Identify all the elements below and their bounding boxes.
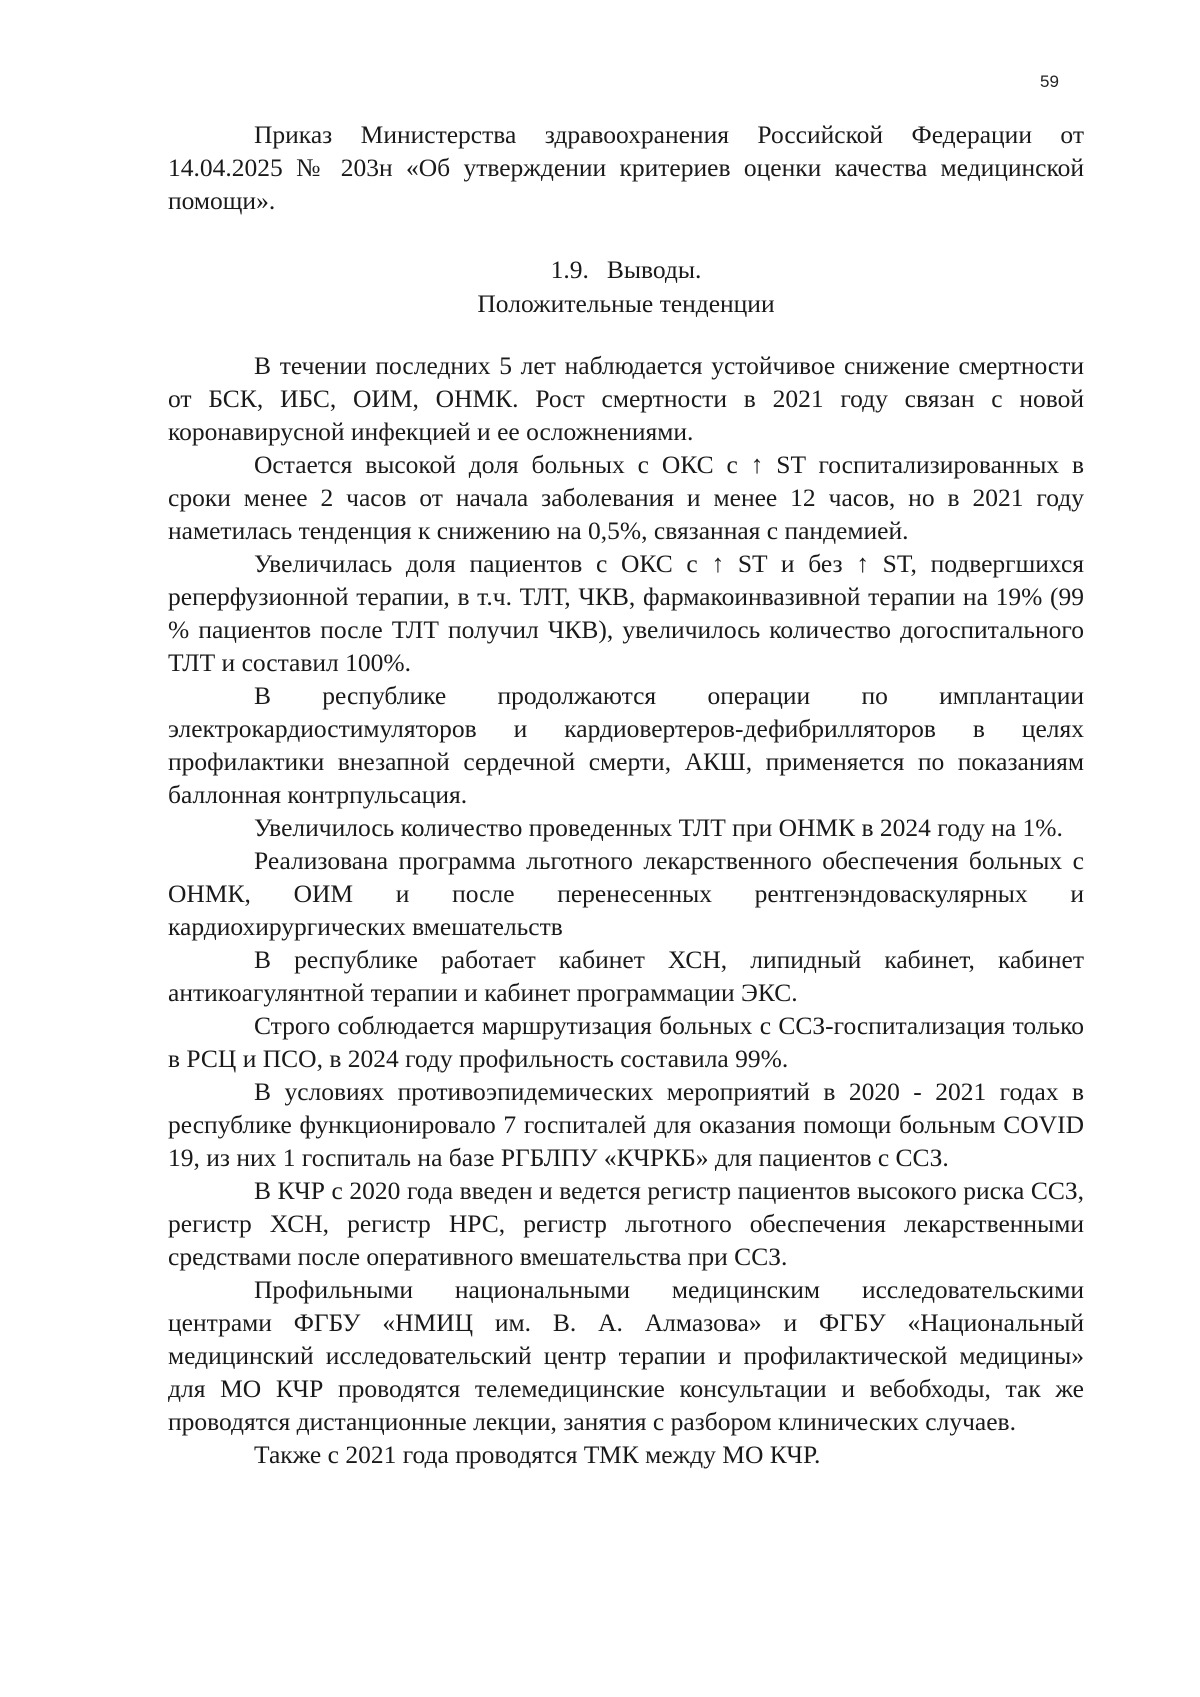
paragraph: Увеличилась доля пациентов с ОКС с ↑ ST и без ↑ ST, подвергшихся реперфузионной терапии, в т.ч. ТЛТ, ЧКВ, фармакоинвазивной терапии на 19% (99 % пациентов после ТЛТ получил ЧКВ), увеличилось количество догоспитального ТЛТ и составил 100%. (168, 549, 1084, 677)
paragraph: Также с 2021 года проводятся ТМК между МО КЧР. (254, 1440, 821, 1469)
paragraph: В течении последних 5 лет наблюдается устойчивое снижение смертности от БСК, ИБС, ОИМ, ОНМК. Рост смертности в 2021 году связан с новой коронавирусной инфекцией и ее осложнениями. (168, 351, 1084, 446)
page-number: 59 (1040, 72, 1059, 91)
intro-paragraph: Приказ Министерства здравоохранения Российской Федерации от 14.04.2025 № 203н «Об утверждении критериев оценки качества медицинской помощи». (168, 120, 1084, 215)
paragraph: В КЧР с 2020 года введен и ведется регистр пациентов высокого риска ССЗ, регистр ХСН, регистр НРС, регистр льготного обеспечения лекарственными средствами после оперативного вмешательства при ССЗ. (168, 1176, 1084, 1271)
paragraph: В условиях противоэпидемических мероприятий в 2020 - 2021 годах в республике функционировало 7 госпиталей для оказания помощи больным COVID 19, из них 1 госпиталь на базе РГБЛПУ «КЧРКБ» для пациентов с ССЗ. (168, 1077, 1084, 1172)
paragraph: Профильными национальными медицинским исследовательскими центрами ФГБУ «НМИЦ им. В. А. Алмазова» и ФГБУ «Национальный медицинский исследовательский центр терапии и профилактической медицины» для МО КЧР проводятся телемедицинские консультации и вебобходы, так же проводятся дистанционные лекции, занятия с разбором клинических случаев. (168, 1275, 1084, 1436)
paragraph: В республике продолжаются операции по имплантации электрокардиостимуляторов и кардиовертеров-дефибрилляторов в целях профилактики внезапной сердечной смерти, АКШ, применяется по показаниям баллонная контрпульсация. (168, 681, 1084, 809)
section-title: Выводы. (606, 255, 702, 284)
section-subtitle: Положительные тенденции (477, 289, 775, 318)
section-title-line (168, 253, 1084, 287)
paragraph: В республике работает кабинет ХСН, липидный кабинет, кабинет антикоагулянтной терапии и кабинет программации ЭКС. (168, 945, 1084, 1007)
paragraph: Остается высокой доля больных с ОКС с ↑ ST госпитализированных в сроки менее 2 часов от начала заболевания и менее 12 часов, но в 2021 году наметилась тенденция к снижению на 0,5%, связанная с пандемией. (168, 450, 1084, 545)
document-body (168, 118, 1084, 1471)
paragraph: Реализована программа льготного лекарственного обеспечения больных с ОНМК, ОИМ и после перенесенных рентгенэндоваскулярных и кардиохирургических вмешательств (168, 846, 1084, 941)
section-heading (168, 253, 1084, 321)
paragraph: Увеличилось количество проведенных ТЛТ при ОНМК в 2024 году на 1%. (254, 813, 1063, 842)
section-number: 1.9. (550, 255, 589, 284)
paragraph: Строго соблюдается маршрутизация больных с ССЗ-госпитализация только в РСЦ и ПСО, в 2024 году профильность составила 99%. (168, 1011, 1084, 1073)
